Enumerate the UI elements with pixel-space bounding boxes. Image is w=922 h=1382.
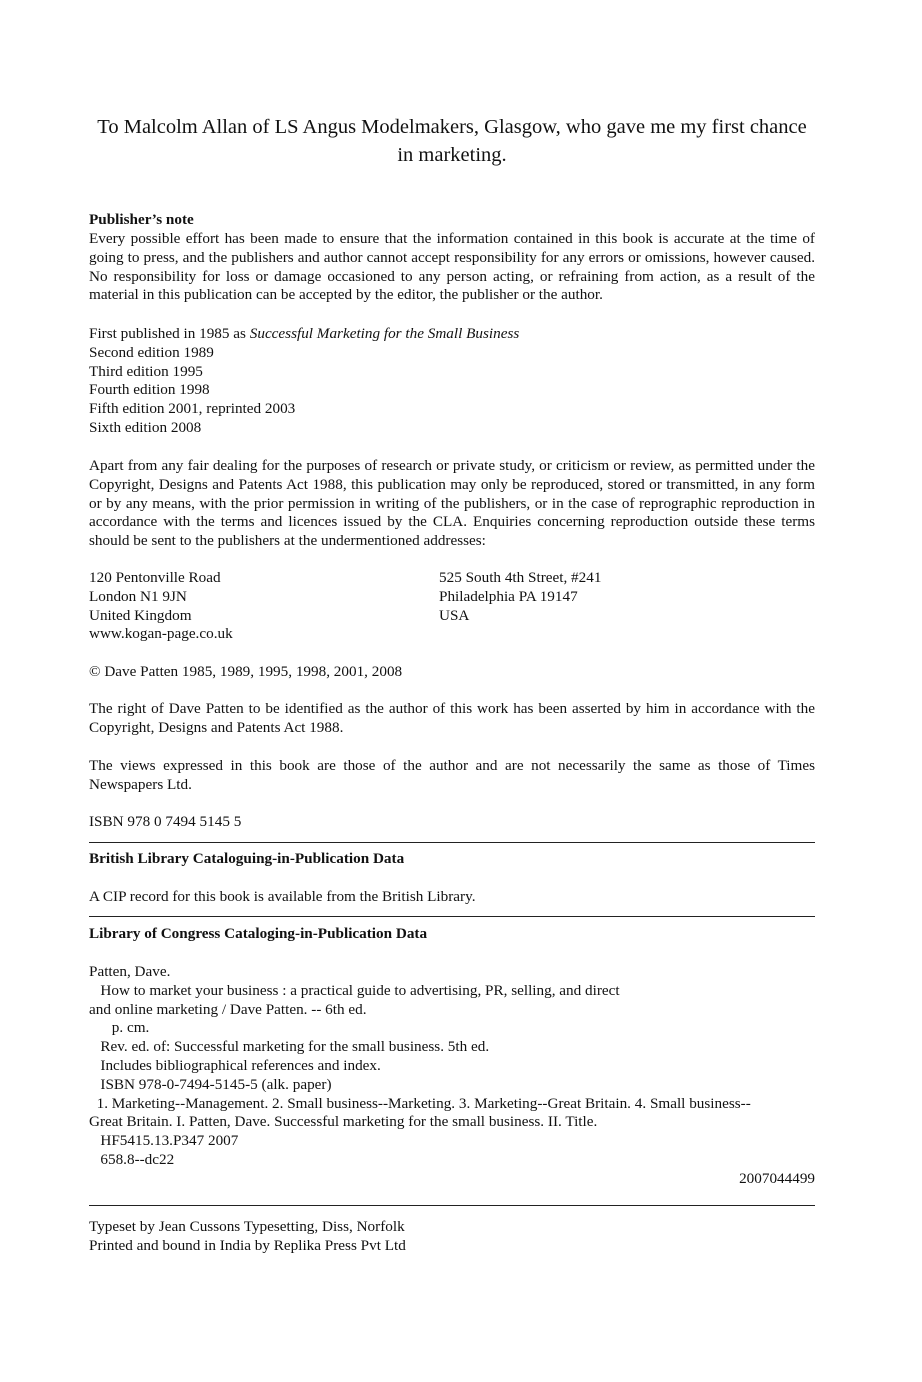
cip-line: 658.8--dc22 (89, 1150, 175, 1168)
address-line: USA (439, 606, 470, 624)
typesetter-credit: Typeset by Jean Cussons Typesetting, Diss, Norfolk (89, 1218, 405, 1235)
lc-control-number: 2007044499 (739, 1169, 815, 1187)
section-divider (89, 842, 815, 843)
rights-statement: Apart from any fair dealing for the purposes of research or private study, or criticism or review, as permitted under the Copyright, Designs and Patents Act 1988, this publication may only be reproduced, stored or transmitted, in any form or by any means, with the prior permission in writing of the publishers, or in the case of reprographic reproduction in accordance with the terms and licences issued by the CLA. Enquiries concerning reproduction outside these terms should be sent to the publishers at the undermentioned addresses: (89, 457, 815, 550)
dedication: To Malcolm Allan of LS Angus Modelmakers, Glasgow, who gave me my first chance in marketing. (97, 116, 807, 166)
address-line: United Kingdom (89, 606, 192, 624)
edition-line: Second edition 1989 (89, 343, 214, 361)
first-edition-title: Successful Marketing for the Small Business (249, 325, 520, 342)
first-edition-line (89, 325, 815, 344)
cip-line: 1. Marketing--Management. 2. Small business--Marketing. 3. Marketing--Great Britain. 4. Small business-- (89, 1094, 751, 1112)
first-edition-prefix: First published in 1985 as (89, 325, 250, 342)
publisher-addresses (89, 569, 815, 645)
library-of-congress-heading: Library of Congress Cataloging-in-Publication Data (89, 925, 428, 942)
address-line: 525 South 4th Street, #241 (439, 569, 602, 586)
cip-line: and online marketing / Dave Patten. -- 6th ed. (89, 1000, 367, 1018)
cip-line: p. cm. (89, 1019, 150, 1037)
address-line: Philadelphia PA 19147 (439, 587, 578, 605)
printer-credit: Printed and bound in India by Replika Press Pvt Ltd (89, 1236, 406, 1254)
isbn: ISBN 978 0 7494 5145 5 (89, 813, 242, 830)
moral-right-statement: The right of Dave Patten to be identified as the author of this work has been asserted by him in accordance with the Copyright, Designs and Patents Act 1988. (89, 700, 815, 736)
address-line: 120 Pentonville Road (89, 569, 221, 586)
copyright-line: © Dave Patten 1985, 1989, 1995, 1998, 2001, 2008 (89, 663, 403, 680)
british-library-heading: British Library Cataloguing-in-Publication Data (89, 850, 405, 867)
printer-credits (89, 1218, 815, 1256)
section-divider (89, 916, 815, 917)
cip-line: Includes bibliographical references and index. (89, 1056, 381, 1074)
edition-history (89, 325, 815, 438)
cip-line: How to market your business : a practical guide to advertising, PR, selling, and direct (89, 981, 620, 999)
cip-line: Rev. ed. of: Successful marketing for the small business. 5th ed. (89, 1038, 490, 1056)
views-disclaimer: The views expressed in this book are those of the author and are not necessarily the same as those of Times Newspapers Ltd. (89, 757, 815, 793)
address-uk (89, 569, 429, 644)
publishers-note-heading: Publisher’s note (89, 211, 194, 228)
cip-line: Patten, Dave. (89, 963, 171, 980)
cip-line: ISBN 978-0-7494-5145-5 (alk. paper) (89, 1075, 332, 1093)
publishers-note-body: Every possible effort has been made to ensure that the information contained in this book is accurate at the time of going to press, and the publishers and author cannot accept responsibility for any errors or omissions, however caused. No responsibility for loss or damage occasioned to any person acting, or refraining from action, as a result of the material in this publication can be accepted by the editor, the publisher or the author. (89, 230, 815, 304)
british-library-body: A CIP record for this book is available from the British Library. (89, 888, 476, 905)
cip-line: HF5415.13.P347 2007 (89, 1132, 239, 1150)
website-link[interactable]: www.kogan-page.co.uk (89, 625, 233, 643)
address-line: London N1 9JN (89, 587, 187, 605)
section-divider (89, 1205, 815, 1206)
address-us (439, 569, 815, 625)
edition-line: Fourth edition 1998 (89, 381, 210, 399)
edition-line: Sixth edition 2008 (89, 418, 202, 436)
edition-line: Fifth edition 2001, reprinted 2003 (89, 400, 296, 418)
cip-line: Great Britain. I. Patten, Dave. Successful marketing for the small business. II. Title. (89, 1113, 598, 1131)
edition-line: Third edition 1995 (89, 362, 203, 380)
cip-record (89, 963, 815, 1189)
